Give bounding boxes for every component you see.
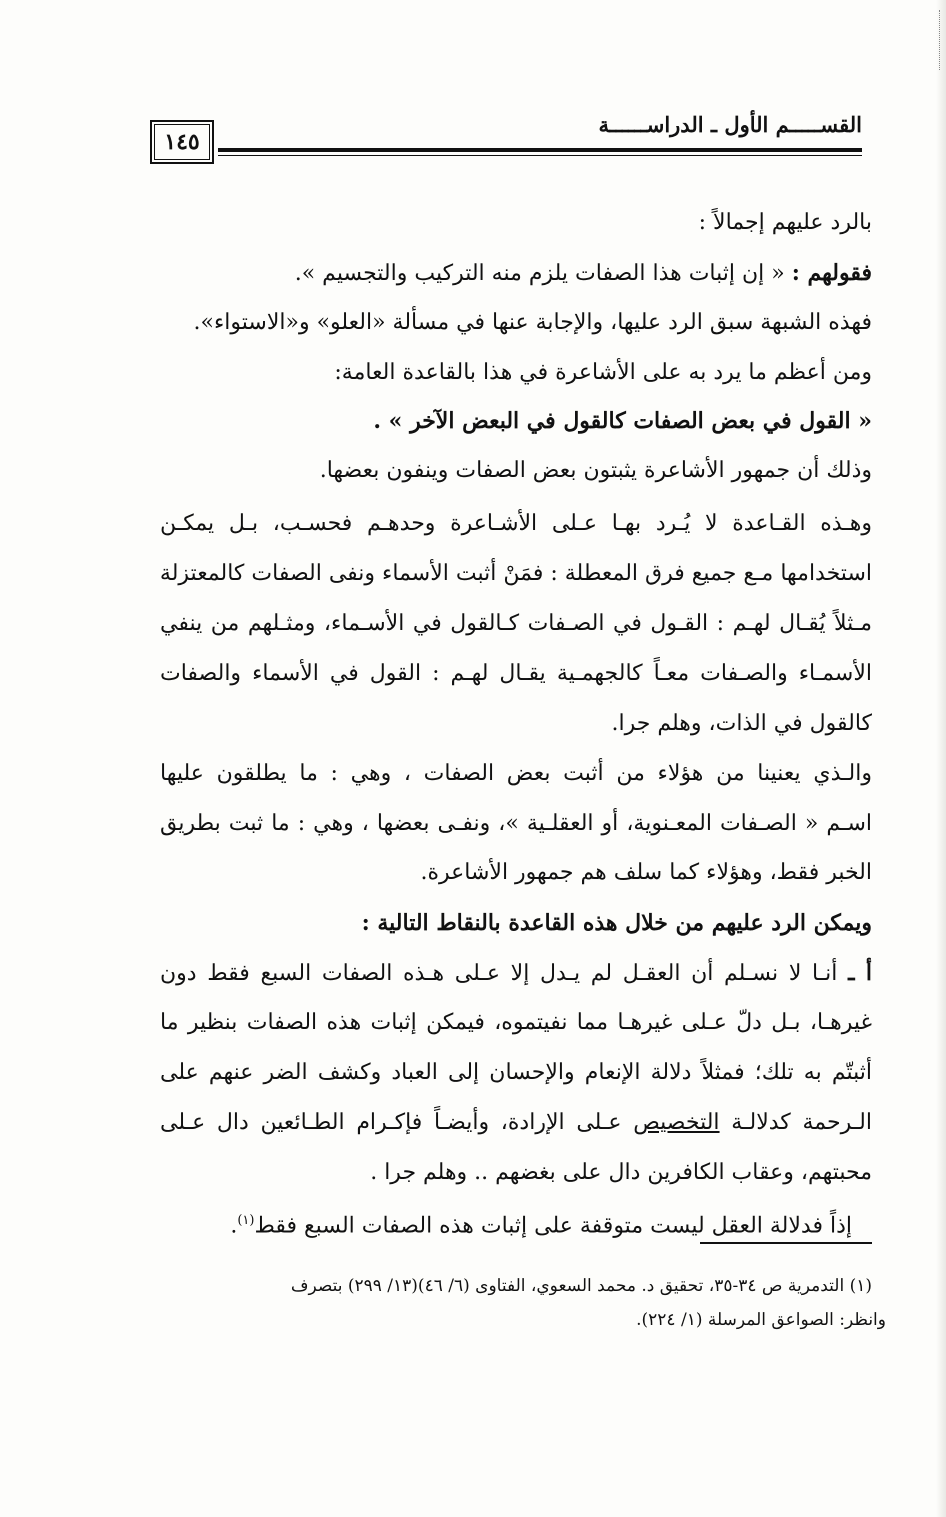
footnote-ref: (١) [237, 1213, 255, 1228]
section-heading: ويمكن الرد عليهم من خلال هذه القاعدة بالنقاط التالية : [361, 910, 872, 936]
text-line: بالرد عليهم إجمالاً : [698, 210, 872, 235]
footnote-divider [700, 1242, 872, 1244]
header-rule-thin [218, 155, 862, 156]
header-title: القســـــم الأول ـ الدراســــــة [598, 112, 862, 137]
scan-edge [936, 0, 946, 1517]
text-line: غيرهـا، بـل دلّ عـلى غيرهـا مما نفيتموه، فيمكن إثبات هذه الصفات بنظير ما [160, 1010, 872, 1035]
text-line: الخبر فقط، وهؤلاء كما سلف هم جمهور الأشاعرة. [420, 860, 872, 885]
page-number: ١٤٥ [150, 120, 214, 164]
text-line: أثبتّم به تلك؛ فمثلاً دلالة الإنعام والإحسان إلى العباد وكشف الضر عنهم على [160, 1060, 872, 1085]
text-line: استخدامها مـع جميع فرق المعطلة : فمَنْ أثبت الأسماء ونفى الصفات كالمعتزلة [159, 561, 872, 586]
running-header [150, 112, 862, 170]
scan-edge-marks [939, 10, 944, 70]
text-line: اسـم « الصـفات المعـنوية، أو العقلـية »، ونفـى بعضها ، وهي : ما ثبت بطريق [160, 811, 872, 836]
text-line: محبتهم، وعقاب الكافرين دال على بغضهم .. وهلم جرا . [370, 1160, 872, 1185]
text-line: والـذي يعنينا من هؤلاء من أثبت بعض الصفات ، وهي : ما يطلقون عليها [160, 761, 873, 786]
text-line [160, 1214, 852, 1237]
quote-text: « إن إثبات هذا الصفات يلزم منه التركيب والتجسيم ». [294, 261, 785, 286]
text-line: فهذه الشبهة سبق الرد عليها، والإجابة عنها في مسألة «العلو» و«الاستواء». [193, 310, 872, 335]
text-line [160, 1112, 872, 1134]
rule-quote: « القول في بعض الصفات كالقول في البعض الآخر » . [373, 408, 872, 434]
text-segment: الـرحمة كدلالـة [731, 1110, 872, 1135]
text-line: مـثلاً يُقـال لهـم : القـول في الصـفات كـالقول في الأسـماء، ومثـلهم من ينفي [160, 611, 872, 636]
period: . [230, 1213, 238, 1239]
header-rule-thick [218, 148, 862, 152]
text-line: الأسمـاء والصـفات معـاً كالجهمـية يقـال لهـم : القول في الأسماء والصفات [160, 661, 872, 686]
quote-lead: فقولهم : [791, 260, 872, 286]
text-line: ومن أعظم ما يرد به على الأشاعرة في هذا بالقاعدة العامة: [334, 360, 872, 385]
underlined-word: التخصيص [633, 1110, 720, 1135]
point-text: أنـا لا نسـلم أن العقـل لم يـدل إلا عـلى هـذه الصفات السبع فقط دون [160, 961, 838, 986]
text-line: وذلك أن جمهور الأشاعرة يثبتون بعض الصفات وينفون بعضها. [319, 458, 872, 483]
text-segment: إذاً فدلالة العقل ليست متوقفة على إثبات هذه الصفات السبع فقط [254, 1213, 852, 1239]
point-label: أ ـ [848, 960, 872, 986]
text-line: وهـذه القـاعدة لا يُـرد بهـا عـلى الأشـاعرة وحدهـم فحسـب، بـل يمكـن [160, 511, 872, 536]
text-line [160, 262, 872, 285]
footnote-line: وانظر: الصواعق المرسلة (١/ ٢٢٤). [636, 1310, 886, 1330]
text-line [160, 962, 872, 985]
text-segment: عـلى الإرادة، وأيضـاً فإكـرام الطـائعين دال عـلى [160, 1110, 622, 1135]
text-line: كالقول في الذات، وهلم جرا. [611, 711, 872, 736]
footnote-line: (١) التدمرية ص ٣٤-٣٥، تحقيق د. محمد السعوي، الفتاوى (٦/ ٤٦)(١٣/ ٢٩٩) بتصرف [290, 1276, 872, 1296]
